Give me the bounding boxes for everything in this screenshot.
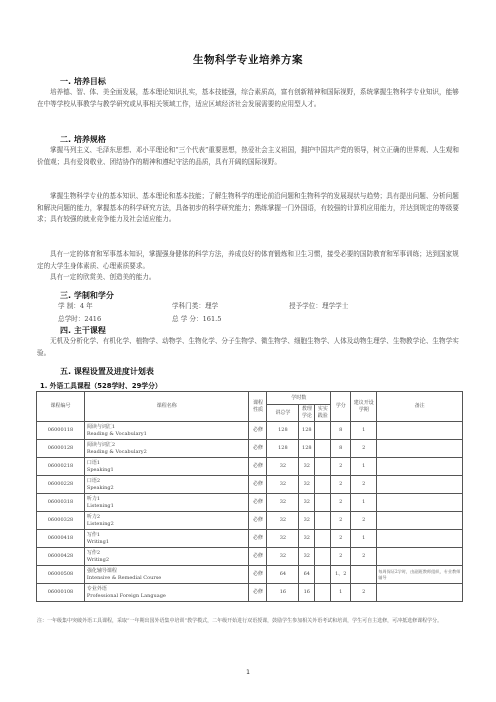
- header-nature: 课程性质: [249, 392, 267, 422]
- course-practice-hours: [315, 530, 331, 548]
- course-practice-hours: [315, 566, 331, 584]
- course-credits: 8: [331, 440, 351, 458]
- course-name-en: Writing1: [86, 538, 110, 545]
- spec-paragraph-2: 掌握生物科学专业的基本知识、基本理论和基本技能；了解生物科学的理论前沿问题和生物科学的发展现状与趋势；具有提出问题、分析问题和解决问题的能力，掌握基本的科学研究方法，具备初步的科学研究能力；熟练掌握一门外国语，有较强的计算机应用能力，并达到规定的等级要求；具有较强的就业竞争能力及社会适应能力。: [37, 192, 459, 224]
- course-nature: 必修: [249, 476, 267, 494]
- total-hours-text: 总学时：2416: [58, 315, 102, 323]
- table-note: 注：一年级集中突破外语工具课程，采取“一年期出国外语集中培训”教学模式，二年级开始进行双语授课，鼓励学生参加相关外语考试和培训，学生可自主选修，可冲抵选修课程学分。: [37, 618, 443, 624]
- course-name: [84, 512, 249, 530]
- course-practice-hours: [315, 548, 331, 566]
- course-code: 06000318: [37, 494, 85, 512]
- course-name: [84, 584, 249, 602]
- course-remark: [377, 512, 463, 530]
- course-practice-hours: [315, 440, 331, 458]
- course-name: [84, 566, 249, 584]
- table-row: [37, 530, 463, 548]
- section-heading-spec: 二. 培养规格: [60, 135, 106, 144]
- course-name-cn: 写作2: [86, 549, 101, 556]
- section-heading-plan: 五. 课程设置及进度计划表: [60, 367, 154, 376]
- table-row: [37, 566, 463, 584]
- course-credits: 2: [331, 458, 351, 476]
- core-paragraph: 无机及分析化学、有机化学、植物学、动物学、生物化学、分子生物学、微生物学、细胞生物学、人体及动物生理学、生物教学论、生物学实验。: [37, 337, 459, 357]
- course-theory-hours: 32: [299, 458, 315, 476]
- course-name-cn: 阅读与词汇1: [86, 423, 116, 430]
- course-nature: 必修: [249, 422, 267, 440]
- course-term: 1: [351, 530, 377, 548]
- course-code: 06000128: [37, 440, 85, 458]
- course-total-hours: 64: [267, 566, 299, 584]
- course-credits: 1: [331, 584, 351, 602]
- course-term: 1: [351, 494, 377, 512]
- course-code: 06000418: [37, 530, 85, 548]
- course-name-cn: 专业外语: [86, 585, 107, 592]
- course-credits: 2: [331, 494, 351, 512]
- header-theory: 教理学论: [299, 405, 315, 422]
- course-name-en: Speaking2: [86, 484, 114, 491]
- duration-text: 学 制：4 年: [58, 302, 93, 310]
- course-remark: [377, 494, 463, 512]
- table-row: [37, 512, 463, 530]
- course-total-hours: 128: [267, 422, 299, 440]
- header-remark: 备注: [377, 392, 463, 422]
- course-nature: 必修: [249, 566, 267, 584]
- course-remark: [377, 458, 463, 476]
- course-name-en: Professional Foreign Language: [86, 592, 166, 599]
- course-name-en: Reading & Vocabulary2: [86, 448, 147, 455]
- course-name-cn: 口语2: [86, 477, 101, 484]
- course-total-hours: 32: [267, 476, 299, 494]
- course-remark: [377, 584, 463, 602]
- table-row: [37, 476, 463, 494]
- course-name-cn: 听力2: [86, 513, 101, 520]
- course-credits: 1、2: [331, 566, 351, 584]
- course-term: [351, 566, 377, 584]
- degree-text: 授予学位：理学学士: [289, 302, 349, 310]
- course-practice-hours: [315, 494, 331, 512]
- goal-paragraph: 培养德、智、体、美全面发展，基本理论知识扎实，基本技能强，综合素质高，富有创新精神和国际视野，系统掌握生物科学专业知识，能够在中等学校从事教学与教学研究或从事相关领域工作，适应区域经济社会发展需要的应用型人才。: [37, 88, 459, 108]
- course-name: [84, 494, 249, 512]
- course-name-en: Reading & Vocabulary1: [86, 430, 147, 437]
- course-theory-hours: 32: [299, 548, 315, 566]
- course-remark: [377, 476, 463, 494]
- table-row: [37, 440, 463, 458]
- course-name-cn: 听力1: [86, 495, 101, 502]
- course-name-en: Listening2: [86, 520, 114, 527]
- header-code: 课程编号: [37, 392, 85, 422]
- table-row: [37, 494, 463, 512]
- course-term: 2: [351, 512, 377, 530]
- course-practice-hours: [315, 458, 331, 476]
- course-code: 06000118: [37, 422, 85, 440]
- course-theory-hours: 128: [299, 422, 315, 440]
- spec-paragraph-4: 具有一定的欣赏美、创造美的能力。: [50, 273, 156, 281]
- course-theory-hours: 32: [299, 530, 315, 548]
- course-code: 06000218: [37, 458, 85, 476]
- course-name: [84, 422, 249, 440]
- course-nature: 必修: [249, 440, 267, 458]
- course-name-en: Listening1: [86, 502, 114, 509]
- course-code: 06000508: [37, 566, 85, 584]
- course-name: [84, 458, 249, 476]
- course-name-cn: 写作1: [86, 531, 101, 538]
- course-remark: [377, 548, 463, 566]
- course-remark: [377, 530, 463, 548]
- course-nature: 必修: [249, 548, 267, 566]
- course-name: [84, 530, 249, 548]
- course-credits: 2: [331, 476, 351, 494]
- course-term: 1: [351, 458, 377, 476]
- header-practice: 实实践验: [315, 405, 331, 422]
- course-name-cn: 口语1: [86, 459, 101, 466]
- course-name: [84, 476, 249, 494]
- course-theory-hours: 32: [299, 512, 315, 530]
- course-code: 06000428: [37, 548, 85, 566]
- course-total-hours: 16: [267, 584, 299, 602]
- section-heading-goal: 一. 培养目标: [60, 77, 106, 86]
- course-term: 2: [351, 584, 377, 602]
- header-credits: 学分: [331, 392, 351, 422]
- course-nature: 必修: [249, 494, 267, 512]
- table-row: [37, 548, 463, 566]
- section-heading-core: 四. 主干课程: [60, 326, 106, 335]
- spec-paragraph-3: 具有一定的体育和军事基本知识，掌握强身健体的科学方法，养成良好的体育锻炼和卫生习惯，接受必要的国防教育和军事训练；达到国家规定的大学生身体素质、心理素质要求。: [37, 250, 459, 270]
- section-heading-system: 三. 学制和学分: [60, 291, 114, 300]
- course-theory-hours: 128: [299, 440, 315, 458]
- course-name: [84, 548, 249, 566]
- course-nature: 必修: [249, 512, 267, 530]
- course-remark: 每周保证2学时，由副班教师组织，专业教师辅导: [377, 566, 463, 584]
- course-name-cn: 阅读与词汇2: [86, 441, 116, 448]
- header-term: 建议开设学期: [351, 392, 377, 422]
- course-theory-hours: 16: [299, 584, 315, 602]
- course-total-hours: 32: [267, 548, 299, 566]
- course-credits: 2: [331, 530, 351, 548]
- course-total-hours: 32: [267, 512, 299, 530]
- course-credits: 2: [331, 512, 351, 530]
- course-practice-hours: [315, 476, 331, 494]
- course-code: 06000228: [37, 476, 85, 494]
- course-name: [84, 440, 249, 458]
- header-name: 课程名称: [84, 392, 249, 422]
- course-total-hours: 128: [267, 440, 299, 458]
- course-theory-hours: 64: [299, 566, 315, 584]
- course-term: 2: [351, 476, 377, 494]
- course-practice-hours: [315, 422, 331, 440]
- course-practice-hours: [315, 512, 331, 530]
- course-nature: 必修: [249, 458, 267, 476]
- document-title: 生物科学专业培养方案: [193, 54, 303, 66]
- course-term: 1: [351, 422, 377, 440]
- course-code: 06000108: [37, 584, 85, 602]
- course-theory-hours: 32: [299, 494, 315, 512]
- header-hours: 学时数: [267, 392, 331, 405]
- course-total-hours: 32: [267, 458, 299, 476]
- course-name-en: Speaking1: [86, 466, 114, 473]
- table-row: [37, 584, 463, 602]
- course-term: 2: [351, 440, 377, 458]
- subsection-heading-language: 1. 外语工具课程（528学时、29学分）: [40, 382, 162, 390]
- course-theory-hours: 32: [299, 476, 315, 494]
- course-credits: 2: [331, 548, 351, 566]
- course-remark: [377, 440, 463, 458]
- table-row: [37, 422, 463, 440]
- course-name-en: Writing2: [86, 556, 110, 563]
- course-total-hours: 32: [267, 494, 299, 512]
- spec-paragraph-1: 掌握马列主义、毛泽东思想、邓小平理论和“三个代表”重要思想，热爱社会主义祖国，拥护中国共产党的领导，树立正确的世界观、人生观和价值观；具有爱岗敬业、团结协作的精神和遵纪守法的品质，具有开阔的国际视野。: [37, 146, 459, 166]
- course-nature: 必修: [249, 530, 267, 548]
- page-number: 1: [246, 669, 250, 676]
- course-credits: 8: [331, 422, 351, 440]
- course-term: 2: [351, 548, 377, 566]
- table-row: [37, 458, 463, 476]
- course-total-hours: 32: [267, 530, 299, 548]
- course-practice-hours: [315, 584, 331, 602]
- category-text: 学科门类：理学: [172, 302, 219, 310]
- course-remark: [377, 422, 463, 440]
- course-name-cn: 强化辅导课程: [86, 567, 117, 574]
- header-total: 讲总学: [267, 405, 299, 422]
- course-name-en: Intensive & Remedial Course: [86, 574, 162, 581]
- total-credits-text: 总 学 分：161.5: [172, 315, 222, 323]
- course-code: 06000328: [37, 512, 85, 530]
- course-table: [36, 391, 463, 602]
- course-nature: 必修: [249, 584, 267, 602]
